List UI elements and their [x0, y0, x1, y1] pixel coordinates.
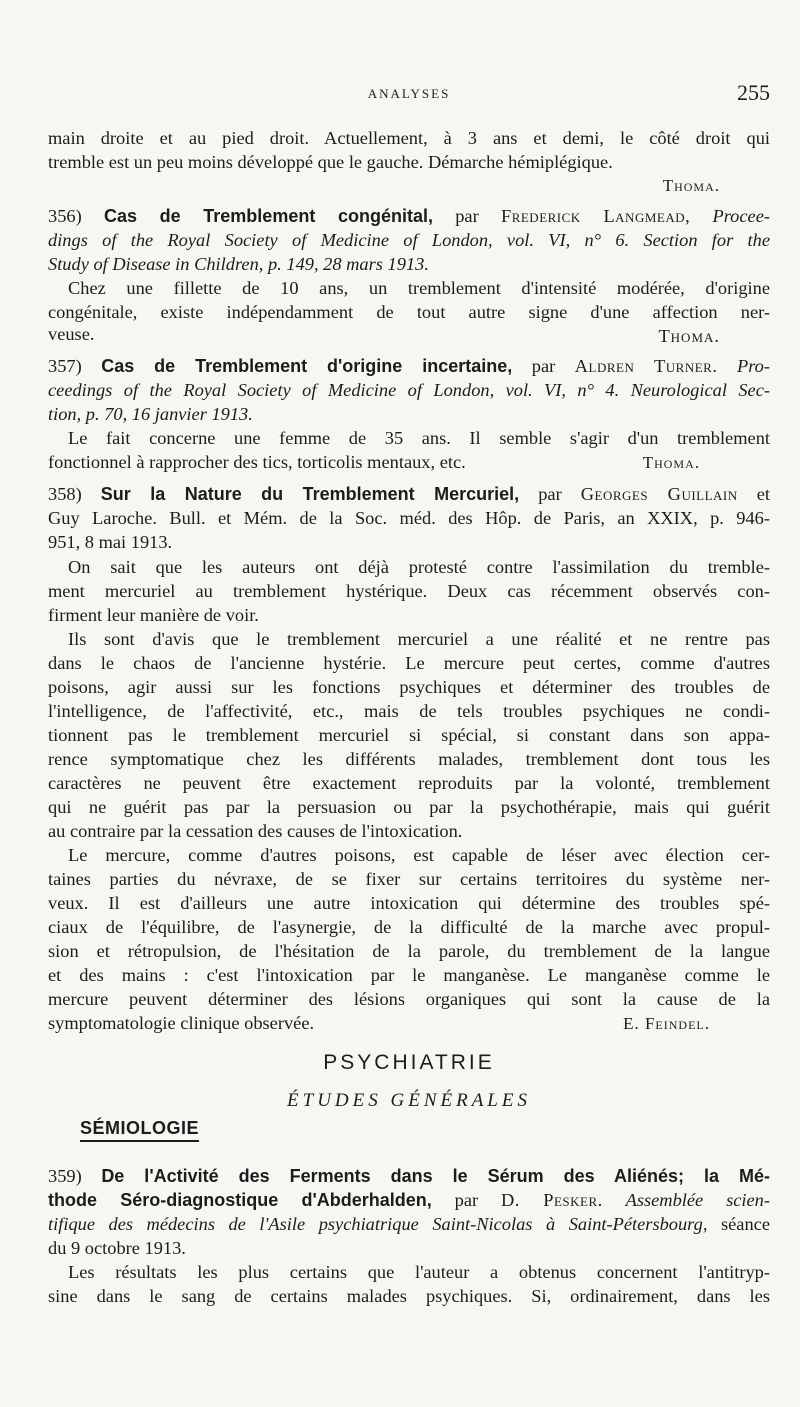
reference-line: 951, 8 mai 1913. — [48, 532, 173, 552]
text-line: Ils sont d'avis que le tremblement mercuriel a une réalité et ne rentre pas — [68, 629, 770, 649]
by-word: par — [538, 484, 562, 504]
text-line: l'intelligence, de l'affectivité, etc., mais de tels troubles psychiques ne condi- — [48, 701, 770, 721]
text-line: sine dans le sang de certains malades psychiques. Si, ordinairement, dans les — [48, 1286, 770, 1306]
article-number: 357) — [48, 356, 82, 376]
article-heading — [48, 204, 770, 228]
text-line: On sait que les auteurs ont déjà protesté contre l'assimilation du tremble- — [68, 557, 770, 577]
rubric-heading: SÉMIOLOGIE — [80, 1118, 199, 1142]
text-line: taines parties du névraxe, de se fixer sur certains territoires du système ner- — [48, 869, 770, 889]
reference: Pro- — [736, 356, 770, 376]
author: Georges Guillain — [580, 484, 738, 504]
article-title: Cas de Tremblement congénital, — [103, 206, 433, 226]
article-title: Sur la Nature du Tremblement Mercuriel, — [100, 484, 520, 504]
author: D. Pesker. — [501, 1190, 603, 1210]
text-line: au contraire par la cessation des causes de l'intoxication. — [48, 821, 463, 841]
text-line: Les résultats les plus certains que l'auteur a obtenus concernent l'antitryp- — [68, 1262, 770, 1282]
reference: Procee- — [712, 206, 770, 226]
reference-line: ceedings of the Royal Society of Medicine of London, vol. VI, n° 4. Neurological Sec- — [48, 380, 770, 400]
text-line: tionnent pas le tremblement mercuriel si spécial, si constant dans son appa- — [48, 725, 770, 745]
text-line: Le fait concerne une femme de 35 ans. Il semble s'agir d'un tremblement — [68, 428, 770, 448]
by-word: par — [454, 1190, 479, 1210]
text-line: tremble est un peu moins développé que le gauche. Démarche hémiplégique. — [48, 152, 613, 172]
and-word: et — [756, 484, 770, 504]
text-line: Chez une fillette de 10 ans, un tremblement d'intensité modérée, d'origine — [68, 278, 770, 298]
text-line: et des mains : c'est l'intoxication par le manganèse. Le manganèse comme le — [48, 965, 770, 985]
text-line: veuse. — [48, 324, 95, 344]
author: Aldren Turner. — [574, 356, 718, 376]
reference: séance — [720, 1214, 770, 1234]
article-number: 356) — [48, 206, 82, 226]
author: Frederick Langmead, — [500, 206, 691, 226]
article-heading-cont — [48, 1188, 770, 1212]
text-line: qui ne guérit pas par la persuasion ou par la psychothérapie, mais qui guérit — [48, 797, 770, 817]
section-subtitle: ÉTUDES GÉNÉRALES — [287, 1090, 531, 1111]
reference-line: dings of the Royal Society of Medicine of London, vol. VI, n° 6. Section for the — [48, 230, 770, 250]
by-word: par — [531, 356, 556, 376]
text-line: sion et rétropulsion, de l'hésitation de la parole, du tremblement de la langue — [48, 941, 770, 961]
text-line: caractères ne peuvent être exactement reproduits par la volonté, tremblement — [48, 773, 770, 793]
signature: Thoma. — [642, 453, 700, 472]
article-number: 358) — [48, 484, 82, 504]
reference-line: Guy Laroche. Bull. et Mém. de la Soc. méd. des Hôp. de Paris, an XXIX, p. 946- — [48, 508, 770, 528]
reference: Assemblée scien- — [625, 1190, 770, 1210]
page-number: 255 — [737, 80, 770, 105]
text-line: dans le chaos de l'ancienne hystérie. Le mercure peut certes, comme d'autres — [48, 653, 770, 673]
section-title: PSYCHIATRIE — [323, 1051, 495, 1074]
signature: Thoma. — [658, 326, 720, 346]
running-title: ANALYSES — [367, 86, 451, 101]
article-title: De l'Activité des Ferments dans le Sérum des Aliénés; la Mé- — [101, 1166, 770, 1186]
signature: E. Feindel. — [623, 1014, 710, 1033]
article-heading — [48, 482, 770, 506]
article-title: Cas de Tremblement d'origine incertaine, — [101, 356, 513, 376]
text-line: Le mercure, comme d'autres poisons, est capable de léser avec élection cer- — [68, 845, 770, 865]
reference-line — [48, 1212, 770, 1236]
article-number: 359) — [48, 1166, 82, 1186]
text-line: firment leur manière de voir. — [48, 605, 259, 625]
by-word: par — [455, 206, 479, 226]
reference: tifique des médecins de l'Asile psychiatrique Saint-Nicolas à Saint-Pétersbourg, — [48, 1214, 708, 1234]
reference-line: tion, p. 70, 16 janvier 1913. — [48, 404, 253, 424]
reference-line: du 9 octobre 1913. — [48, 1238, 186, 1258]
reference-line: Study of Disease in Children, p. 149, 28 mars 1913. — [48, 254, 429, 274]
text-line: symptomatologie clinique observée. — [48, 1013, 315, 1033]
text-line: main droite et au pied droit. Actuellement, à 3 ans et demi, le côté droit qui — [48, 128, 770, 148]
text-line: veux. Il est d'ailleurs une autre intoxication qui détermine des troubles spé- — [48, 893, 770, 913]
article-title: thode Séro-diagnostique d'Abderhalden, — [48, 1190, 432, 1210]
text-line: fonctionnel à rapprocher des tics, torticolis mentaux, etc. — [48, 452, 466, 472]
text-line: rence symptomatique chez les différents malades, tremblement dont tous les — [48, 749, 770, 769]
text-line: ciaux de l'équilibre, de l'asynergie, de la difficulté de la marche avec propul- — [48, 917, 770, 937]
article-heading — [48, 354, 770, 378]
text-line: ment mercuriel au tremblement hystérique. Deux cas récemment observés con- — [48, 581, 770, 601]
text-line: congénitale, existe indépendamment de tout autre signe d'une affection ner- — [48, 302, 770, 322]
text-line: poisons, agir aussi sur les fonctions psychiques et déterminer des troubles de — [48, 677, 770, 697]
text-line: mercure peuvent déterminer des lésions organiques qui sont la cause de la — [48, 989, 770, 1009]
article-heading — [48, 1164, 770, 1188]
running-header — [48, 80, 770, 110]
signature: Thoma. — [662, 176, 720, 195]
